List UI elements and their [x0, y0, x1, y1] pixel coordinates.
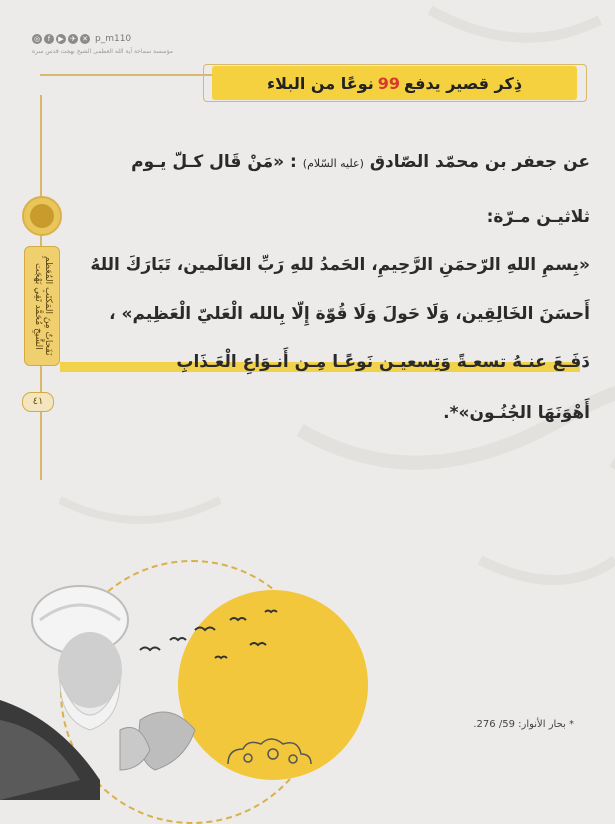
hadith-line-3: «بِسمِ اللهِ الرّحمَنِ الرَّحِيمِ، الحَمدُ للهِ رَبِّ العَالَمين، تَبَارَكَ اللهُ	[90, 255, 590, 275]
social-handle: p_m110	[95, 34, 132, 44]
cloud-ornament-icon	[218, 734, 318, 774]
twitter-icon: ✕	[80, 34, 90, 44]
title-suffix: نوعًا من البلاء	[266, 73, 374, 93]
seal-medallion	[22, 196, 62, 236]
reference-citation: * بحار الأنوار: 59/ 276.	[473, 719, 574, 730]
page-title	[212, 66, 577, 100]
honorific-text: (عليه السّلام)	[302, 157, 364, 170]
page-number: ٤١	[22, 392, 54, 412]
hadith-line-2: ثلاثيـن مـرّة:	[486, 207, 590, 227]
title-prefix: ذِكر قصير يدفع	[404, 73, 523, 93]
hadith-line-6: أَهْوَنَهَا الجُنُـون»*.	[443, 403, 590, 423]
hadith-line-1	[131, 150, 590, 174]
social-strip	[32, 34, 131, 44]
instagram-icon: ◎	[33, 35, 41, 43]
hadith-line-5: دَفَـعَ عنـهُ تسعـةً وَتِسعيـن نَوعًـا مِـن أَنـوَاعِ الْعَـذَابِ	[176, 352, 590, 372]
organization-line: مؤسسة سماحة آية الله العظمى الشيخ بهجت قدس سره	[32, 48, 174, 55]
narration-start-text: : «مَنْ قَال كـلّ يـوم	[131, 152, 297, 172]
vertical-title-panel	[24, 246, 60, 366]
title-number: 99	[377, 73, 401, 93]
youtube-icon: ▶	[56, 34, 66, 44]
narrator-text: عن جعفر بن محمّد الصّادق	[369, 152, 590, 172]
vertical-title-text: نَفَحاتٌ مِنَ المَكتَبِ المُعَظَّمِ الشَّيخِ مُحَمَّد تَقِي بَهْجَت	[33, 256, 53, 356]
facebook-icon: f	[44, 34, 54, 44]
telegram-icon: ✈	[68, 34, 78, 44]
hadith-line-4: أَحسَنَ الخَالِقِين، وَلَا حَولَ وَلَا قُوّة إِلّا بِالله الْعَليّ الْعَظِيم» ،	[109, 304, 590, 324]
